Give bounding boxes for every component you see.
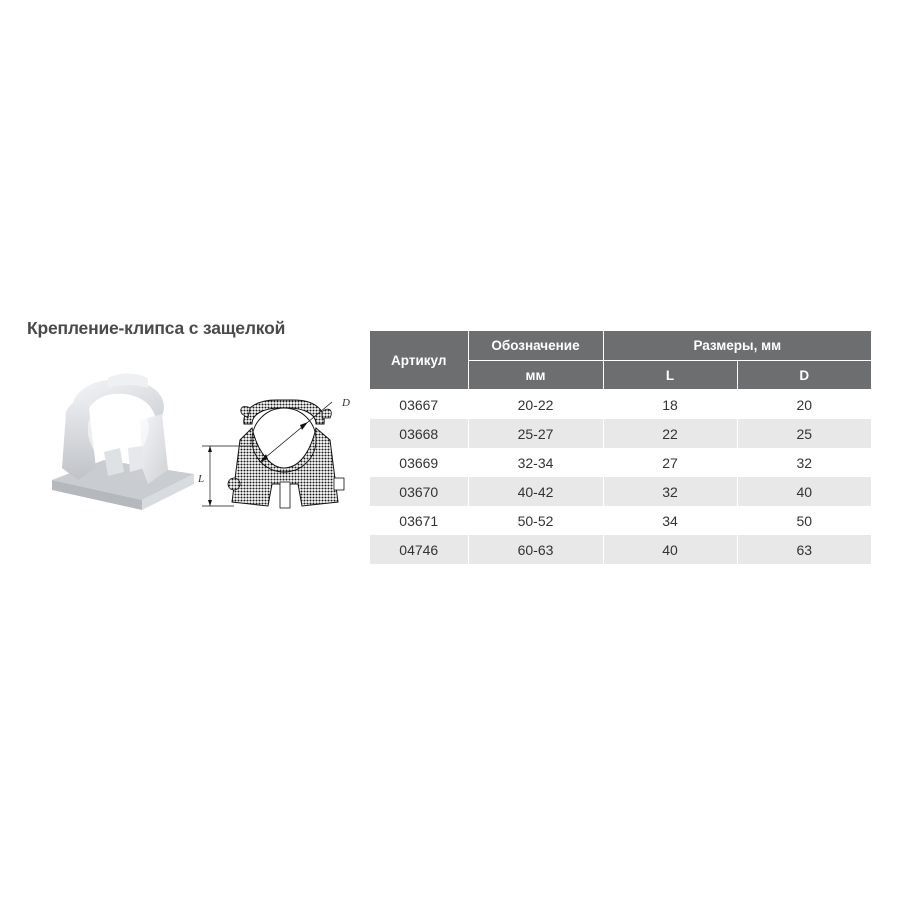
table-row [370, 506, 871, 535]
cell-article: 03671 [370, 506, 468, 535]
cell-designation: 40-42 [468, 477, 603, 506]
header-article: Артикул [370, 331, 468, 390]
header-dimensions: Размеры, мм [603, 331, 871, 361]
cell-designation: 32-34 [468, 448, 603, 477]
cell-d: 63 [737, 535, 871, 564]
cell-l: 18 [603, 390, 737, 420]
drawing-label-l: L [198, 473, 205, 485]
cell-l: 22 [603, 419, 737, 448]
cell-article: 03670 [370, 477, 468, 506]
clip-product-image [44, 368, 196, 516]
drawing-label-d: D [342, 397, 350, 409]
specification-table [370, 331, 871, 564]
cell-l: 34 [603, 506, 737, 535]
table-row [370, 477, 871, 506]
table-row [370, 535, 871, 564]
cell-d: 40 [737, 477, 871, 506]
page-title: Крепление-клипса с защелкой [27, 318, 286, 338]
header-d: D [737, 361, 871, 390]
cell-article: 03668 [370, 419, 468, 448]
table-row [370, 390, 871, 420]
cell-designation: 25-27 [468, 419, 603, 448]
cell-designation: 60-63 [468, 535, 603, 564]
cell-article: 03669 [370, 448, 468, 477]
cell-designation: 20-22 [468, 390, 603, 420]
cell-d: 32 [737, 448, 871, 477]
cell-designation: 50-52 [468, 506, 603, 535]
cell-article: 03667 [370, 390, 468, 420]
cell-l: 40 [603, 535, 737, 564]
table-row [370, 448, 871, 477]
cell-d: 20 [737, 390, 871, 420]
table-row [370, 419, 871, 448]
cell-d: 25 [737, 419, 871, 448]
cell-article: 04746 [370, 535, 468, 564]
cross-section-drawing [198, 388, 360, 520]
header-l: L [603, 361, 737, 390]
cell-l: 32 [603, 477, 737, 506]
cell-l: 27 [603, 448, 737, 477]
header-designation-unit: мм [468, 361, 603, 390]
cell-d: 50 [737, 506, 871, 535]
header-designation: Обозначение [468, 331, 603, 361]
